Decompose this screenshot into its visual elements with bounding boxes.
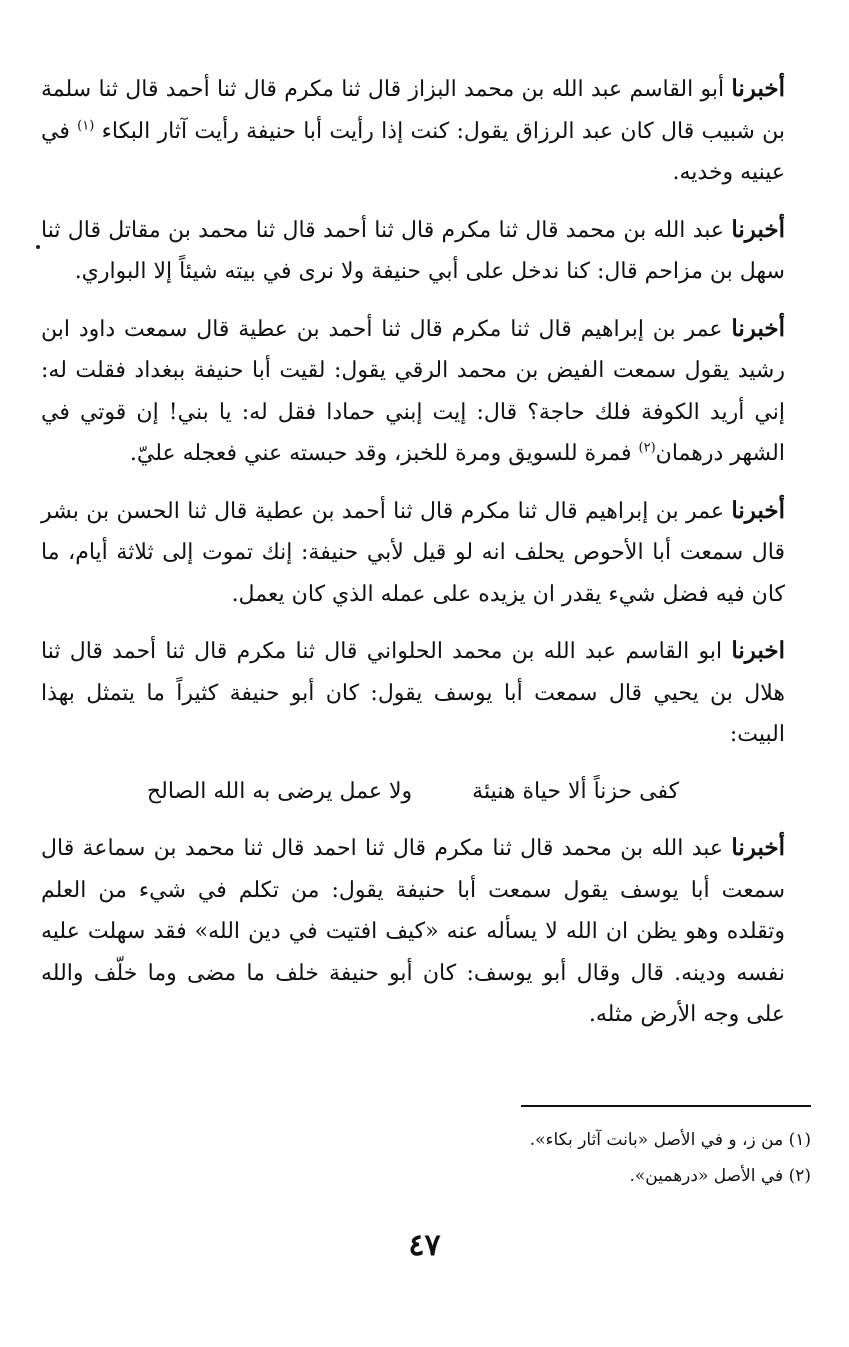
paragraph-lead-word: أخبرنا bbox=[731, 215, 785, 243]
paragraph-text: عمر بن إبراهيم قال ثنا مكرم قال ثنا أحمد بن عطية قال ثنا الحسن بن بشر قال سمعت أبا الأحوص يحلف انه لو قيل لأبي حنيفة: إنك تموت إلى ثلاثة أيام، ما كان فيه فضل شيء يقدر ان يزيده على عمله الذي كان يعمل. bbox=[41, 498, 785, 607]
footnote-2: (٢) في الأصل «درهمين». bbox=[629, 1166, 811, 1186]
paragraph-3 bbox=[41, 308, 785, 475]
page-number: ٤٧ bbox=[408, 1228, 441, 1263]
paragraph-5 bbox=[41, 630, 785, 756]
paragraph-text: أبو القاسم عبد الله بن محمد البزاز قال ثنا مكرم قال ثنا أحمد قال ثنا سلمة بن شبيب قال كان عبد الرزاق يقول: كنت إذا رأيت أبا حنيفة رأيت آثار البكاء bbox=[41, 77, 785, 144]
footnotes bbox=[41, 1122, 811, 1194]
stray-mark bbox=[36, 245, 40, 249]
paragraph-lead-word: اخبرنا bbox=[731, 637, 785, 664]
verse-second-hemistich: ولا عمل يرضى به الله الصالح bbox=[146, 778, 413, 804]
paragraph-text: عبد الله بن محمد قال ثنا مكرم قال ثنا احمد قال ثنا محمد بن سماعة قال سمعت أبا يوسف يقول سمعت أبا حنيفة يقول: من تكلم في شيء من العلم وتقلده وهو يظن ان الله لا يسأله عنه «كيف افتيت في دين الله» فقد سهلت عليه نفسه ودينه. قال وقال أبو يوسف: كان أبو حنيفة خلف ما مضى وما خلّف والله على وجه الأرض مثله. bbox=[41, 836, 785, 1027]
paragraph-lead-word: أخبرنا bbox=[731, 496, 785, 524]
poem-verse bbox=[41, 771, 785, 813]
footnote-1: (١) من ز، و في الأصل «بانت آثار بكاء». bbox=[529, 1130, 811, 1150]
paragraph-text-continued: فمرة للسويق ومرة للخبز، وقد حبسته عني فعجله عليّ. bbox=[129, 441, 639, 466]
paragraph-2 bbox=[41, 209, 785, 293]
footnote-reference-1: (١) bbox=[77, 118, 95, 134]
paragraph-text: عمر بن إبراهيم قال ثنا مكرم قال ثنا أحمد بن عطية قال سمعت داود ابن رشيد يقول سمعت الفيض بن محمد الرقي يقول: لقيت أبا حنيفة ببغداد فقلت له: إني أريد الكوفة فلك حاجة؟ قال: إيت إبني حمادا فقل له: يا بني! إن قوتي في الشهر درهمان bbox=[41, 316, 785, 466]
footnote-separator bbox=[521, 1105, 811, 1107]
paragraph-lead-word: أخبرنا bbox=[731, 314, 785, 342]
paragraph-1 bbox=[41, 68, 785, 194]
main-text bbox=[41, 68, 785, 1051]
paragraph-text-continued: في عينيه وخديه. bbox=[41, 118, 785, 185]
paragraph-text: عبد الله بن محمد قال ثنا مكرم قال ثنا أحمد قال ثنا محمد بن مقاتل قال ثنا سهل بن مزاحم قال: كنا ندخل على أبي حنيفة ولا نرى في بيته شيئاً إلا البواري. bbox=[41, 217, 785, 284]
verse-first-hemistich: كفى حزناً ألا حياة هنيئة bbox=[472, 778, 680, 804]
paragraph-text: ابو القاسم عبد الله بن محمد الحلواني قال ثنا مكرم قال ثنا أحمد قال ثنا هلال بن يحيي قال سمعت أبا يوسف يقول: كان أبو حنيفة كثيراً ما يتمثل بهذا البيت: bbox=[41, 639, 785, 747]
footnote-reference-2: (٢) bbox=[638, 440, 656, 456]
paragraph-6 bbox=[41, 827, 785, 1036]
paragraph-4 bbox=[41, 490, 785, 616]
paragraph-lead-word: أخبرنا bbox=[731, 834, 785, 861]
paragraph-lead-word: أخبرنا bbox=[731, 75, 785, 102]
